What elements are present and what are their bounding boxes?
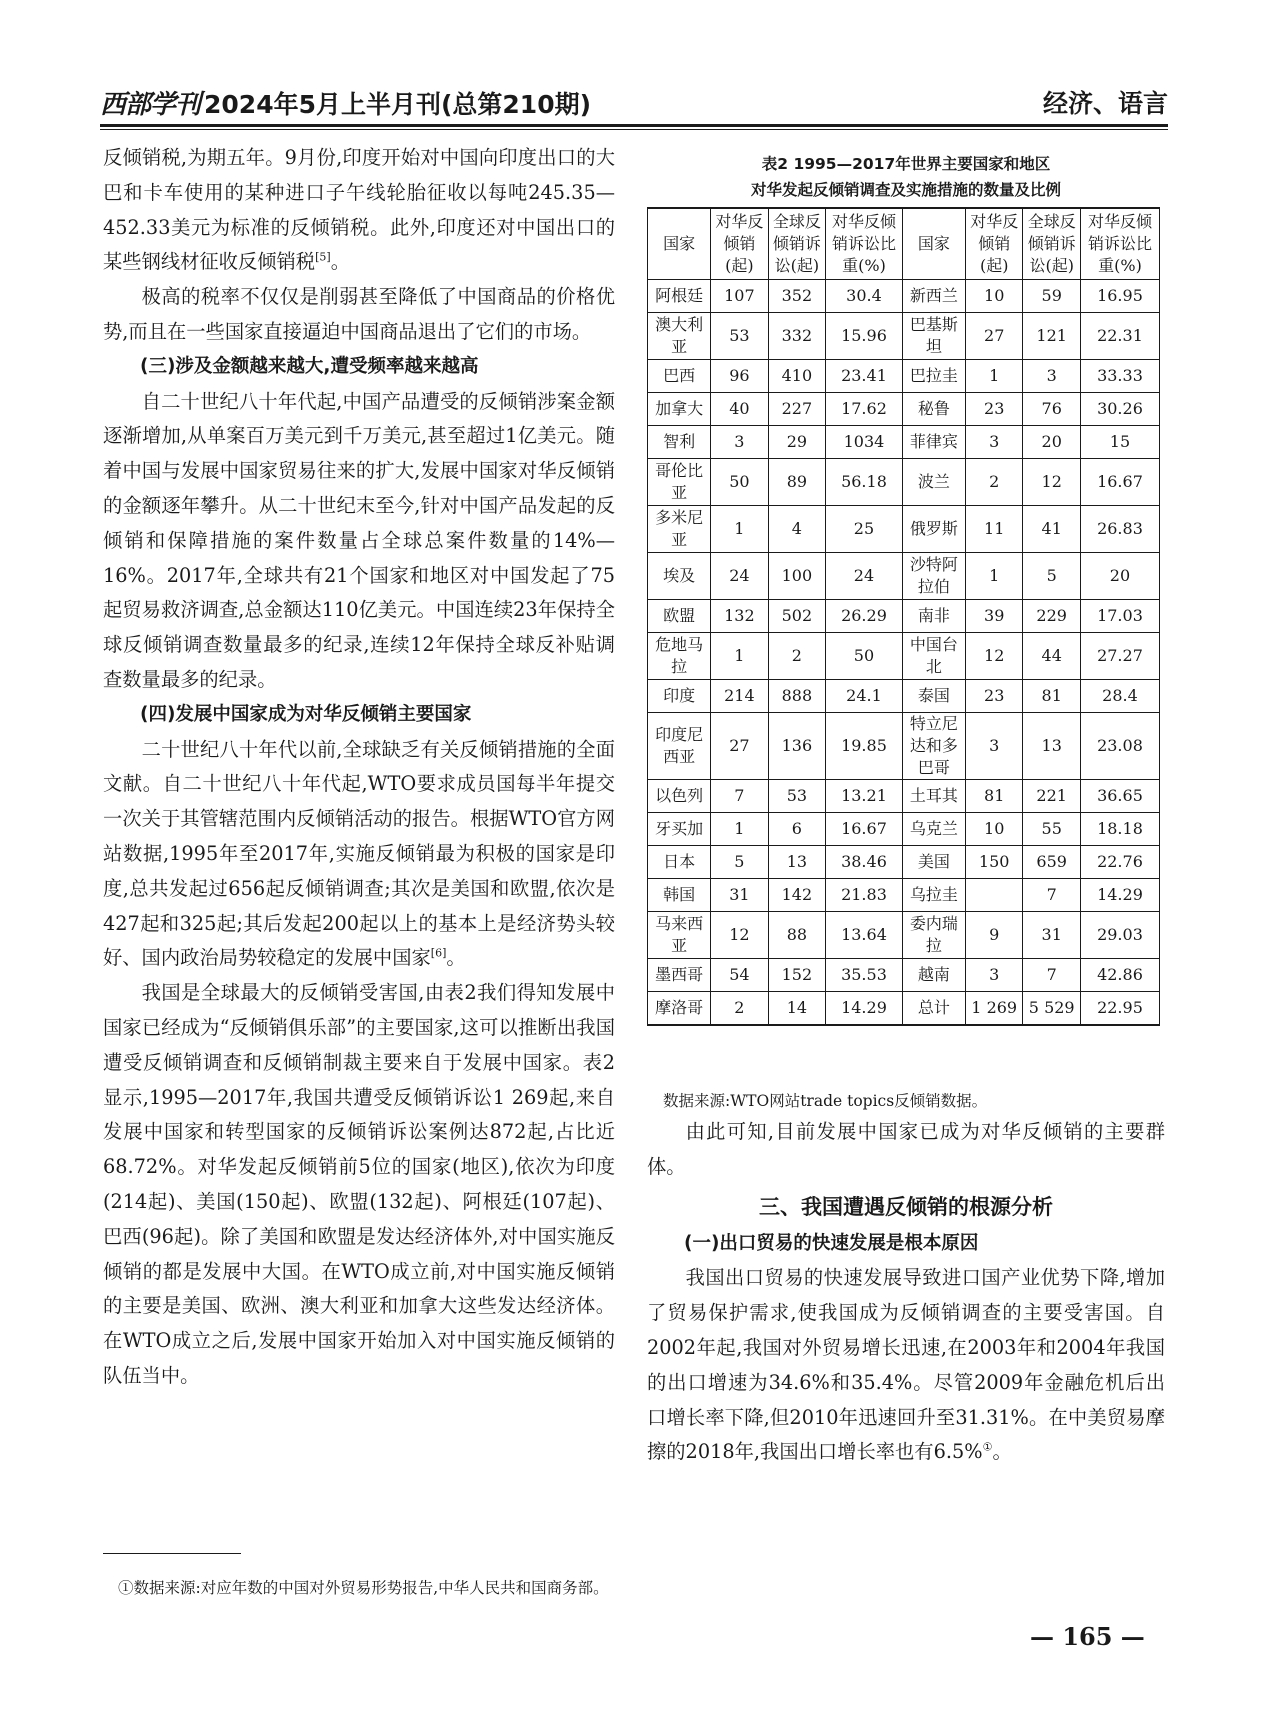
paragraph-text: 我国出口贸易的快速发展导致进口国产业优势下降,增加了贸易保护需求,使我国成为反倾销调查的主要受害国。自2002年起,我国对外贸易增长迅速,在2003年和2004年我国的出口增速为34.6%和35.4%。尽管2009年金融危机后出口增长率下降,但2010年迅速回升至31.31%。在中美贸易摩擦的2018年,我国出口增长率也有6.5% <box>647 1266 1165 1464</box>
table-cell: 21.83 <box>826 879 903 912</box>
table-cell: 332 <box>768 313 826 360</box>
table-row <box>648 506 1160 553</box>
table-cell: 132 <box>711 600 769 633</box>
header-rule-thick <box>100 124 1168 127</box>
page-header <box>100 84 1168 124</box>
table-cell: 菲律宾 <box>902 426 965 459</box>
table-cell: 89 <box>768 459 826 506</box>
table-cell: 危地马拉 <box>648 633 711 680</box>
table-cell: 5 <box>1023 553 1081 600</box>
table-cell: 摩洛哥 <box>648 992 711 1026</box>
table-cell: 12 <box>711 912 769 959</box>
table-cell: 15.96 <box>826 313 903 360</box>
journal-issue: 2024年5月上半月刊(总第210期) <box>204 90 592 119</box>
table-cell: 152 <box>768 959 826 992</box>
section-label: 经济、语言 <box>1042 89 1168 118</box>
table-row <box>648 600 1160 633</box>
table-cell: 新西兰 <box>902 280 965 313</box>
table-cell: 14.29 <box>1080 879 1159 912</box>
table-cell: 20 <box>1080 553 1159 600</box>
table-cell: 44 <box>1023 633 1081 680</box>
table-cell: 巴拉圭 <box>902 360 965 393</box>
table-row <box>648 879 1160 912</box>
table-cell: 26.83 <box>1080 506 1159 553</box>
table-cell: 3 <box>1023 360 1081 393</box>
table-cell: 24 <box>826 553 903 600</box>
table-cell: 南非 <box>902 600 965 633</box>
citation-ref: [5] <box>315 250 331 264</box>
table-cell: 13.21 <box>826 780 903 813</box>
table-cell: 1 <box>965 360 1023 393</box>
paragraph-end: 。 <box>330 250 350 274</box>
table-cell: 巴基斯坦 <box>902 313 965 360</box>
table-cell: 33.33 <box>1080 360 1159 393</box>
table-cell: 76 <box>1023 393 1081 426</box>
journal-logo: 西部学刊 <box>100 90 201 120</box>
table-cell: 39 <box>965 600 1023 633</box>
table-cell: 总计 <box>902 992 965 1026</box>
table-cell: 27.27 <box>1080 633 1159 680</box>
table-cell: 5 529 <box>1023 992 1081 1026</box>
table-cell: 31 <box>1023 912 1081 959</box>
table-cell: 16.95 <box>1080 280 1159 313</box>
section-heading: (三)涉及金额越来越大,遭受频率越来越高 <box>140 355 479 377</box>
journal-title <box>100 84 591 121</box>
table-cell: 214 <box>711 680 769 713</box>
table-cell: 221 <box>1023 780 1081 813</box>
table-cell: 11 <box>965 506 1023 553</box>
table-cell: 乌克兰 <box>902 813 965 846</box>
table-cell: 7 <box>1023 959 1081 992</box>
table-row <box>648 360 1160 393</box>
table-cell: 1 <box>711 813 769 846</box>
table-cell: 410 <box>768 360 826 393</box>
table-cell: 28.4 <box>1080 680 1159 713</box>
table-cell: 15 <box>1080 426 1159 459</box>
table-cell: 印度 <box>648 680 711 713</box>
table-cell: 136 <box>768 713 826 780</box>
table-cell: 27 <box>965 313 1023 360</box>
footnote-marker: ① <box>982 1440 993 1454</box>
table-cell: 56.18 <box>826 459 903 506</box>
table-cell: 12 <box>1023 459 1081 506</box>
table-row <box>648 680 1160 713</box>
page-number: — 165 — <box>1030 1622 1145 1651</box>
table-cell: 54 <box>711 959 769 992</box>
table-cell: 17.03 <box>1080 600 1159 633</box>
table-cell: 13.64 <box>826 912 903 959</box>
table-cell: 30.26 <box>1080 393 1159 426</box>
table-cell: 哥伦比亚 <box>648 459 711 506</box>
paragraph: 自二十世纪八十年代起,中国产品遭受的反倾销涉案金额逐渐增加,从单案百万美元到千万美元,甚至超过1亿美元。随着中国与发展中国家贸易往来的扩大,发展中国家对华反倾销的金额逐年攀升。从二十世纪末至今,针对中国产品发起的反倾销和保障措施的案件数量占全球总案件数量的14%—16%。2017年,全球共有21个国家和地区对中国发起了75起贸易救济调查,总金额达110亿美元。中国连续23年保持全球反倾销调查数量最多的纪录,连续12年保持全球反补贴调查数量最多的纪录。 <box>103 389 615 691</box>
paragraph <box>103 141 615 280</box>
table-cell: 沙特阿拉伯 <box>902 553 965 600</box>
chapter-heading: 三、我国遭遇反倾销的根源分析 <box>759 1194 1053 1219</box>
table-cell: 24.1 <box>826 680 903 713</box>
paragraph: 极高的税率不仅仅是削弱甚至降低了中国商品的价格优势,而且在一些国家直接逼迫中国商品退出了它们的市场。 <box>103 285 615 343</box>
table-caption-line: 表2 1995—2017年世界主要国家和地区 <box>761 155 1051 173</box>
table-cell: 27 <box>711 713 769 780</box>
paragraph-end: 。 <box>446 946 466 970</box>
table-row <box>648 713 1160 780</box>
table-cell: 4 <box>768 506 826 553</box>
table-cell: 委内瑞拉 <box>902 912 965 959</box>
table-cell: 欧盟 <box>648 600 711 633</box>
table-row <box>648 912 1160 959</box>
table-cell: 18.18 <box>1080 813 1159 846</box>
table-cell: 2 <box>768 633 826 680</box>
table-row <box>648 633 1160 680</box>
table-cell: 25 <box>826 506 903 553</box>
paragraph: 我国是全球最大的反倾销受害国,由表2我们得知发展中国家已经成为“反倾销俱乐部”的主要国家,这可以推断出我国遭受反倾销调查和反倾销制裁主要来自于发展中国家。表2显示,1995—2017年,我国共遭受反倾销诉讼1 269起,来自发展中国家和转型国家的反倾销诉讼案例达872起,占比近68.72%。对华发起反倾销前5位的国家(地区),依次为印度(214起)、美国(150起)、欧盟(132起)、阿根廷(107起)、巴西(96起)。除了美国和欧盟是发达经济体外,对中国实施反倾销的都是发展中大国。在WTO成立前,对中国实施反倾销的主要是美国、欧洲、澳大利亚和加拿大这些发达经济体。在WTO成立之后,发展中国家开始加入对中国实施反倾销的队伍当中。 <box>103 981 615 1387</box>
table-cell: 俄罗斯 <box>902 506 965 553</box>
table-cell: 81 <box>1023 680 1081 713</box>
table-cell: 9 <box>965 912 1023 959</box>
table-cell: 23 <box>965 680 1023 713</box>
table-cell: 55 <box>1023 813 1081 846</box>
table-cell: 36.65 <box>1080 780 1159 813</box>
column-header: 国家 <box>902 208 965 280</box>
table-cell: 88 <box>768 912 826 959</box>
table-cell: 50 <box>711 459 769 506</box>
table-cell: 19.85 <box>826 713 903 780</box>
table-cell: 100 <box>768 553 826 600</box>
table-cell: 1 <box>711 506 769 553</box>
table-cell: 埃及 <box>648 553 711 600</box>
table-cell: 波兰 <box>902 459 965 506</box>
table-cell: 以色列 <box>648 780 711 813</box>
table-row <box>648 992 1160 1026</box>
table-cell: 227 <box>768 393 826 426</box>
column-header: 全球反倾销诉讼(起) <box>768 208 826 280</box>
table-cell: 印度尼西亚 <box>648 713 711 780</box>
table-cell: 23.08 <box>1080 713 1159 780</box>
table-cell: 41 <box>1023 506 1081 553</box>
table-cell: 150 <box>965 846 1023 879</box>
table-cell: 229 <box>1023 600 1081 633</box>
table-cell: 中国台北 <box>902 633 965 680</box>
column-header: 对华反倾销诉讼比重(%) <box>826 208 903 280</box>
table-cell: 20 <box>1023 426 1081 459</box>
table-cell: 13 <box>1023 713 1081 780</box>
table-cell: 121 <box>1023 313 1081 360</box>
table-cell: 2 <box>965 459 1023 506</box>
table-row <box>648 313 1160 360</box>
paragraph: 由此可知,目前发展中国家已成为对华反倾销的主要群体。 <box>647 1120 1165 1178</box>
table-cell: 29.03 <box>1080 912 1159 959</box>
table-cell: 墨西哥 <box>648 959 711 992</box>
paragraph <box>103 733 615 977</box>
table-cell: 38.46 <box>826 846 903 879</box>
table-cell: 23 <box>965 393 1023 426</box>
table-cell: 107 <box>711 280 769 313</box>
table-cell: 10 <box>965 813 1023 846</box>
table-cell: 多米尼亚 <box>648 506 711 553</box>
column-header: 对华反倾销(起) <box>965 208 1023 280</box>
table-cell: 16.67 <box>826 813 903 846</box>
footnote-rule <box>103 1553 241 1554</box>
table-cell: 越南 <box>902 959 965 992</box>
table-cell: 96 <box>711 360 769 393</box>
table-cell: 泰国 <box>902 680 965 713</box>
column-header: 对华反倾销(起) <box>711 208 769 280</box>
citation-ref: [6] <box>430 946 447 960</box>
table-cell: 26.29 <box>826 600 903 633</box>
table-cell: 3 <box>965 959 1023 992</box>
table-cell: 日本 <box>648 846 711 879</box>
paragraph-text: 反倾销税,为期五年。9月份,印度开始对中国向印度出口的大巴和卡车使用的某种进口子午线轮胎征收以每吨245.35—452.33美元为标准的反倾销税。此外,印度还对中国出口的某些钢线材征收反倾销税 <box>103 146 615 274</box>
table-cell: 30.4 <box>826 280 903 313</box>
table-header-row <box>648 208 1160 280</box>
table-row <box>648 846 1160 879</box>
header-rule-thin <box>100 129 1168 130</box>
table-cell: 22.95 <box>1080 992 1159 1026</box>
table-cell: 秘鲁 <box>902 393 965 426</box>
right-column <box>647 1115 1165 1470</box>
table-cell: 7 <box>711 780 769 813</box>
table-cell: 14.29 <box>826 992 903 1026</box>
table-cell: 81 <box>965 780 1023 813</box>
table-cell: 13 <box>768 846 826 879</box>
table-cell: 16.67 <box>1080 459 1159 506</box>
table-cell: 1 269 <box>965 992 1023 1026</box>
table-cell: 10 <box>965 280 1023 313</box>
table-row <box>648 426 1160 459</box>
table-cell: 2 <box>711 992 769 1026</box>
left-column <box>103 141 615 1394</box>
table-row <box>648 959 1160 992</box>
table-row <box>648 553 1160 600</box>
table-cell: 牙买加 <box>648 813 711 846</box>
table-cell: 35.53 <box>826 959 903 992</box>
column-header: 全球反倾销诉讼(起) <box>1023 208 1081 280</box>
table-cell: 1 <box>965 553 1023 600</box>
paragraph-end: 。 <box>992 1440 1012 1464</box>
table-cell: 502 <box>768 600 826 633</box>
table-row <box>648 393 1160 426</box>
footnote: ①数据来源:对应年数的中国对外贸易形势报告,中华人民共和国商务部。 <box>118 1579 609 1597</box>
table-caption <box>647 151 1165 203</box>
table-row <box>648 813 1160 846</box>
table-cell: 乌拉圭 <box>902 879 965 912</box>
table-cell: 土耳其 <box>902 780 965 813</box>
table-cell: 巴西 <box>648 360 711 393</box>
column-header: 国家 <box>648 208 711 280</box>
table-cell: 659 <box>1023 846 1081 879</box>
table-cell: 53 <box>768 780 826 813</box>
section-heading: (一)出口贸易的快速发展是根本原因 <box>684 1232 979 1254</box>
table-cell: 53 <box>711 313 769 360</box>
table-cell: 42.86 <box>1080 959 1159 992</box>
table-cell: 59 <box>1023 280 1081 313</box>
table-cell: 澳大利亚 <box>648 313 711 360</box>
data-table <box>647 207 1160 1026</box>
table-cell: 142 <box>768 879 826 912</box>
table-cell: 韩国 <box>648 879 711 912</box>
table-cell: 马来西亚 <box>648 912 711 959</box>
section-heading: (四)发展中国家成为对华反倾销主要国家 <box>140 703 472 725</box>
table-cell: 智利 <box>648 426 711 459</box>
table-cell: 22.76 <box>1080 846 1159 879</box>
table-cell: 352 <box>768 280 826 313</box>
table-cell: 5 <box>711 846 769 879</box>
table-row <box>648 780 1160 813</box>
table-row <box>648 280 1160 313</box>
table-cell: 29 <box>768 426 826 459</box>
table-cell: 888 <box>768 680 826 713</box>
table-cell: 加拿大 <box>648 393 711 426</box>
table-cell <box>965 879 1023 912</box>
paragraph-text: 二十世纪八十年代以前,全球缺乏有关反倾销措施的全面文献。自二十世纪八十年代起,WTO要求成员国每半年提交一次关于其管辖范围内反倾销活动的报告。根据WTO官方网站数据,1995年至2017年,实施反倾销最为积极的国家是印度,总共发起过656起反倾销调查;其次是美国和欧盟,依次是427起和325起;其后发起200起以上的基本上是经济势头较好、国内政治局势较稳定的发展中国家 <box>103 737 615 970</box>
table-cell: 3 <box>711 426 769 459</box>
table-cell: 特立尼达和多巴哥 <box>902 713 965 780</box>
table-cell: 31 <box>711 879 769 912</box>
table-cell: 40 <box>711 393 769 426</box>
table-row <box>648 459 1160 506</box>
table-cell: 阿根廷 <box>648 280 711 313</box>
table-cell: 3 <box>965 713 1023 780</box>
table-cell: 12 <box>965 633 1023 680</box>
table-cell: 6 <box>768 813 826 846</box>
table-cell: 22.31 <box>1080 313 1159 360</box>
table-cell: 24 <box>711 553 769 600</box>
table-cell: 7 <box>1023 879 1081 912</box>
paragraph <box>647 1261 1165 1470</box>
table-source: 数据来源:WTO网站trade topics反倾销数据。 <box>663 1092 988 1110</box>
column-header: 对华反倾销诉讼比重(%) <box>1080 208 1159 280</box>
table-cell: 17.62 <box>826 393 903 426</box>
table-cell: 美国 <box>902 846 965 879</box>
table-cell: 14 <box>768 992 826 1026</box>
table-cell: 1 <box>711 633 769 680</box>
table-cell: 23.41 <box>826 360 903 393</box>
table-cell: 3 <box>965 426 1023 459</box>
table-cell: 1034 <box>826 426 903 459</box>
table-caption-line: 对华发起反倾销调查及实施措施的数量及比例 <box>750 181 1061 199</box>
table-cell: 50 <box>826 633 903 680</box>
